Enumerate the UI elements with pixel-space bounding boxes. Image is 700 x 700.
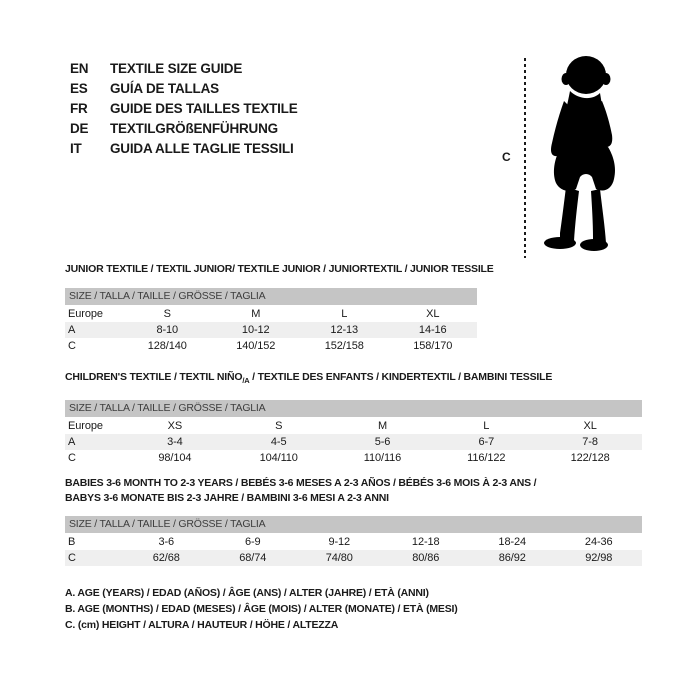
table-cell: 104/110 <box>259 452 298 465</box>
row-label: Europe <box>68 308 103 320</box>
language-label: TEXTILGRÖßENFÜHRUNG <box>110 121 278 136</box>
language-row-fr <box>70 99 298 119</box>
table-cell: 98/104 <box>158 452 192 465</box>
table-cell: XL <box>426 308 440 320</box>
table-row <box>65 550 642 566</box>
row-label: B <box>68 536 76 548</box>
language-label: GUÍA DE TALLAS <box>110 81 219 96</box>
children-title-post: / TEXTILE DES ENFANTS / KINDERTEXTIL / BAMBINI TESSILE <box>249 371 553 383</box>
table-cell: 116/122 <box>467 452 506 465</box>
legend-notes <box>65 585 458 633</box>
children-title-sub: /A <box>242 376 250 386</box>
table-cell: S <box>163 308 171 320</box>
junior-size-table <box>65 306 477 354</box>
children-section-title <box>65 370 642 388</box>
table-row <box>65 322 477 338</box>
table-cell: L <box>483 420 490 433</box>
table-cell: 110/116 <box>363 452 402 465</box>
table-row <box>65 338 477 354</box>
babies-section-title <box>65 476 642 506</box>
language-code: ES <box>70 81 88 96</box>
table-cell: 12-18 <box>411 536 440 548</box>
language-row-it <box>70 139 298 159</box>
language-label: GUIDE DES TAILLES TEXTILE <box>110 101 298 116</box>
note-b: B. AGE (MONTHS) / EDAD (MESES) / ÂGE (MOIS) / ALTER (MONATE) / ETÀ (MESI) <box>65 603 458 615</box>
table-cell: 80/86 <box>412 552 440 564</box>
table-cell: 152/158 <box>324 340 364 352</box>
table-cell: 9-12 <box>328 536 351 548</box>
row-label: A <box>68 324 76 336</box>
table-cell: 3-4 <box>167 436 183 449</box>
babies-size-table <box>65 534 642 566</box>
babies-title-line1: BABIES 3-6 MONTH TO 2-3 YEARS / BEBÉS 3-6 MESES A 2-3 AÑOS / BÉBÉS 3-6 MOIS À 2-3 ANS / <box>65 477 537 489</box>
table-cell: 7-8 <box>582 436 598 449</box>
table-cell: M <box>377 420 388 433</box>
junior-section-title: JUNIOR TEXTILE / TEXTIL JUNIOR/ TEXTILE JUNIOR / JUNIORTEXTIL / JUNIOR TESSILE <box>65 263 494 275</box>
table-row <box>65 306 477 322</box>
table-cell: XL <box>583 420 597 433</box>
children-title-pre: CHILDREN'S TEXTILE / TEXTIL NIÑO <box>65 371 243 383</box>
table-cell: 6-7 <box>478 436 495 449</box>
language-code: DE <box>70 121 89 136</box>
language-code: IT <box>70 141 82 156</box>
table-cell: 140/152 <box>236 340 276 352</box>
language-row-de <box>70 119 298 139</box>
table-cell: 14-16 <box>418 324 447 336</box>
table-cell: 6-9 <box>244 536 261 548</box>
table-cell: 122/128 <box>570 452 610 465</box>
table-cell: 12-13 <box>330 324 359 336</box>
table-cell: 3-6 <box>158 536 175 548</box>
row-label: A <box>68 436 76 449</box>
table-cell: 24-36 <box>584 536 613 548</box>
table-cell: 18-24 <box>498 536 527 548</box>
language-list <box>70 59 298 159</box>
section-babies <box>65 476 642 566</box>
table-cell: 74/80 <box>325 552 353 564</box>
table-cell: L <box>341 308 348 320</box>
table-cell: 68/74 <box>239 552 267 564</box>
table-cell: 128/140 <box>147 340 187 352</box>
table-cell: XS <box>167 420 183 433</box>
table-row <box>65 534 642 550</box>
section-children <box>65 370 642 466</box>
row-label: Europe <box>68 420 103 433</box>
table-row <box>65 418 642 434</box>
language-row-en <box>70 59 298 79</box>
language-code: EN <box>70 61 89 76</box>
language-label: GUIDA ALLE TAGLIE TESSILI <box>110 141 294 156</box>
row-label: C <box>68 452 76 465</box>
table-cell: 10-12 <box>241 324 270 336</box>
note-a: A. AGE (YEARS) / EDAD (AÑOS) / ÂGE (ANS) / ALTER (JAHRE) / ETÀ (ANNI) <box>65 587 429 599</box>
table-row <box>65 450 642 466</box>
section-junior <box>65 262 494 354</box>
table-cell: M <box>251 308 261 320</box>
note-c: C. (cm) HEIGHT / ALTURA / HAUTEUR / HÖHE / ALTEZZA <box>65 619 339 631</box>
language-label: TEXTILE SIZE GUIDE <box>110 61 243 76</box>
table-cell: S <box>275 420 283 433</box>
children-size-table <box>65 418 642 466</box>
table-cell: 158/170 <box>413 340 453 352</box>
table-cell: 4-5 <box>270 436 287 449</box>
height-measure-label: C <box>502 150 511 164</box>
language-row-es <box>70 79 298 99</box>
table-cell: 92/98 <box>585 552 613 564</box>
row-label: C <box>68 552 76 564</box>
babies-title-line2: BABYS 3-6 MONATE BIS 2-3 JAHRE / BAMBINI 3-6 MESI A 2-3 ANNI <box>65 492 389 504</box>
table-cell: 8-10 <box>156 324 179 336</box>
height-dashed-line <box>524 58 526 258</box>
table-cell: 62/68 <box>152 552 180 564</box>
language-code: FR <box>70 101 88 116</box>
babies-size-bar: SIZE / TALLA / TAILLE / GRÖSSE / TAGLIA <box>65 516 642 533</box>
table-row <box>65 434 642 450</box>
table-cell: 5-6 <box>374 436 391 449</box>
baby-silhouette-icon <box>534 54 634 256</box>
row-label: C <box>68 340 76 352</box>
children-size-bar: SIZE / TALLA / TAILLE / GRÖSSE / TAGLIA <box>65 400 642 417</box>
height-figure <box>500 52 650 262</box>
junior-size-bar: SIZE / TALLA / TAILLE / GRÖSSE / TAGLIA <box>65 288 477 305</box>
table-cell: 86/92 <box>498 552 526 564</box>
